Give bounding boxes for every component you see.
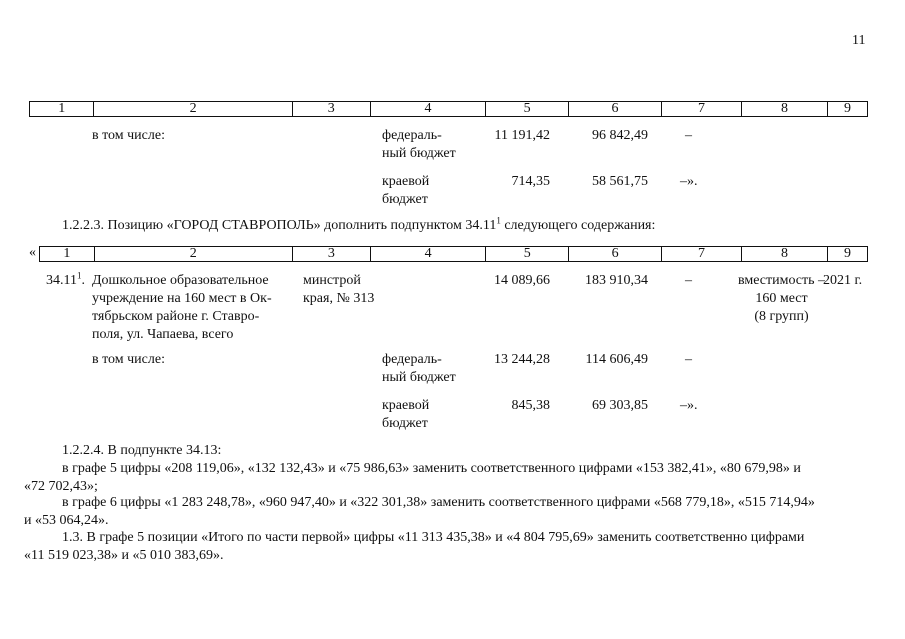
- col-header-4: 4: [370, 102, 485, 116]
- col-header-9: 9: [827, 247, 867, 261]
- paragraph-1-3-line2: «11 519 023,38» и «5 010 383,69».: [24, 548, 224, 563]
- col-header-6: 6: [568, 247, 661, 261]
- col-header-6: 6: [568, 102, 661, 116]
- customer-column: минстрой края, № 313: [303, 273, 375, 306]
- federal-col6-2: 114 606,49: [585, 352, 648, 367]
- paragraph-grafa-5-line2: «72 702,43»;: [24, 479, 98, 494]
- col-header-7: 7: [661, 247, 741, 261]
- federal-col5-2: 13 244,28: [494, 352, 550, 367]
- federal-col5: 11 191,42: [494, 128, 550, 143]
- paragraph-1-2-2-4: 1.2.2.4. В подпункте 34.13:: [62, 443, 222, 458]
- federal-col6: 96 842,49: [592, 128, 648, 143]
- regional-col6-2: 69 303,85: [592, 398, 648, 413]
- col-header-8: 8: [741, 247, 827, 261]
- regional-col7-2: –».: [680, 398, 698, 413]
- col-header-8: 8: [741, 102, 827, 116]
- col-header-5: 5: [485, 247, 568, 261]
- col-header-9: 9: [827, 102, 867, 116]
- paragraph-grafa-6-line1: в графе 6 цифры «1 283 248,78», «960 947,40» и «322 301,38» заменить соответственного цифрами «568 779,18», «515 714,94»: [62, 495, 815, 510]
- paragraph-grafa-6-line2: и «53 064,24».: [24, 513, 109, 528]
- col-header-1: 1: [63, 246, 71, 261]
- total-col6: 183 910,34: [585, 273, 648, 288]
- total-col5: 14 089,66: [494, 273, 550, 288]
- paragraph-grafa-5-line1: в графе 5 цифры «208 119,06», «132 132,43» и «75 986,63» заменить соответственного цифрами «153 382,41», «80 679,98» и: [62, 461, 801, 476]
- col-header-2: 2: [94, 247, 292, 261]
- col-header-1: 1: [58, 101, 66, 116]
- table-header-row: [29, 101, 868, 117]
- page-number: 11: [852, 33, 866, 48]
- regional-budget-label: краевой бюджет: [382, 174, 430, 207]
- federal-budget-label: федераль- ный бюджет: [382, 128, 456, 161]
- col-header-5: 5: [485, 102, 568, 116]
- total-col7: –: [685, 273, 692, 288]
- col-header-7: 7: [661, 102, 741, 116]
- federal-budget-label-2: федераль- ный бюджет: [382, 352, 456, 385]
- regional-budget-label-2: краевой бюджет: [382, 398, 430, 431]
- capacity-column: вместимость – 160 мест (8 групп): [737, 273, 826, 324]
- paragraph-1-2-2-3: 1.2.2.3. Позицию «ГОРОД СТАВРОПОЛЬ» дополнить подпунктом 34.11$^1$ следующего содержания:: [62, 215, 656, 233]
- regional-col5: 714,35: [511, 174, 550, 189]
- v-tom-chisle-label-2: в том числе:: [92, 352, 165, 367]
- v-tom-chisle-label: в том числе:: [92, 128, 165, 143]
- federal-col7-2: –: [685, 352, 692, 367]
- object-description: Дошкольное образовательное учреждение на 160 мест в Ок- тябрьском районе г. Ставро- поля, ул. Чапаева, всего: [92, 273, 272, 342]
- paragraph-1-3-line1: 1.3. В графе 5 позиции «Итого по части первой» цифры «11 313 435,38» и «4 804 795,69» заменить соответственно цифрами: [62, 530, 805, 545]
- col-header-3: 3: [292, 102, 370, 116]
- col-header-3: 3: [292, 247, 370, 261]
- col-header-4: 4: [370, 247, 485, 261]
- federal-col7: –: [685, 128, 692, 143]
- regional-col6: 58 561,75: [592, 174, 648, 189]
- open-quote: «: [29, 245, 36, 260]
- table-header-row-2: [39, 246, 868, 262]
- regional-col7: –».: [680, 174, 698, 189]
- row-number: 34.11$^1$.: [46, 270, 85, 288]
- col-header-2: 2: [93, 102, 291, 116]
- year-column: 2021 г.: [823, 273, 863, 288]
- regional-col5-2: 845,38: [511, 398, 550, 413]
